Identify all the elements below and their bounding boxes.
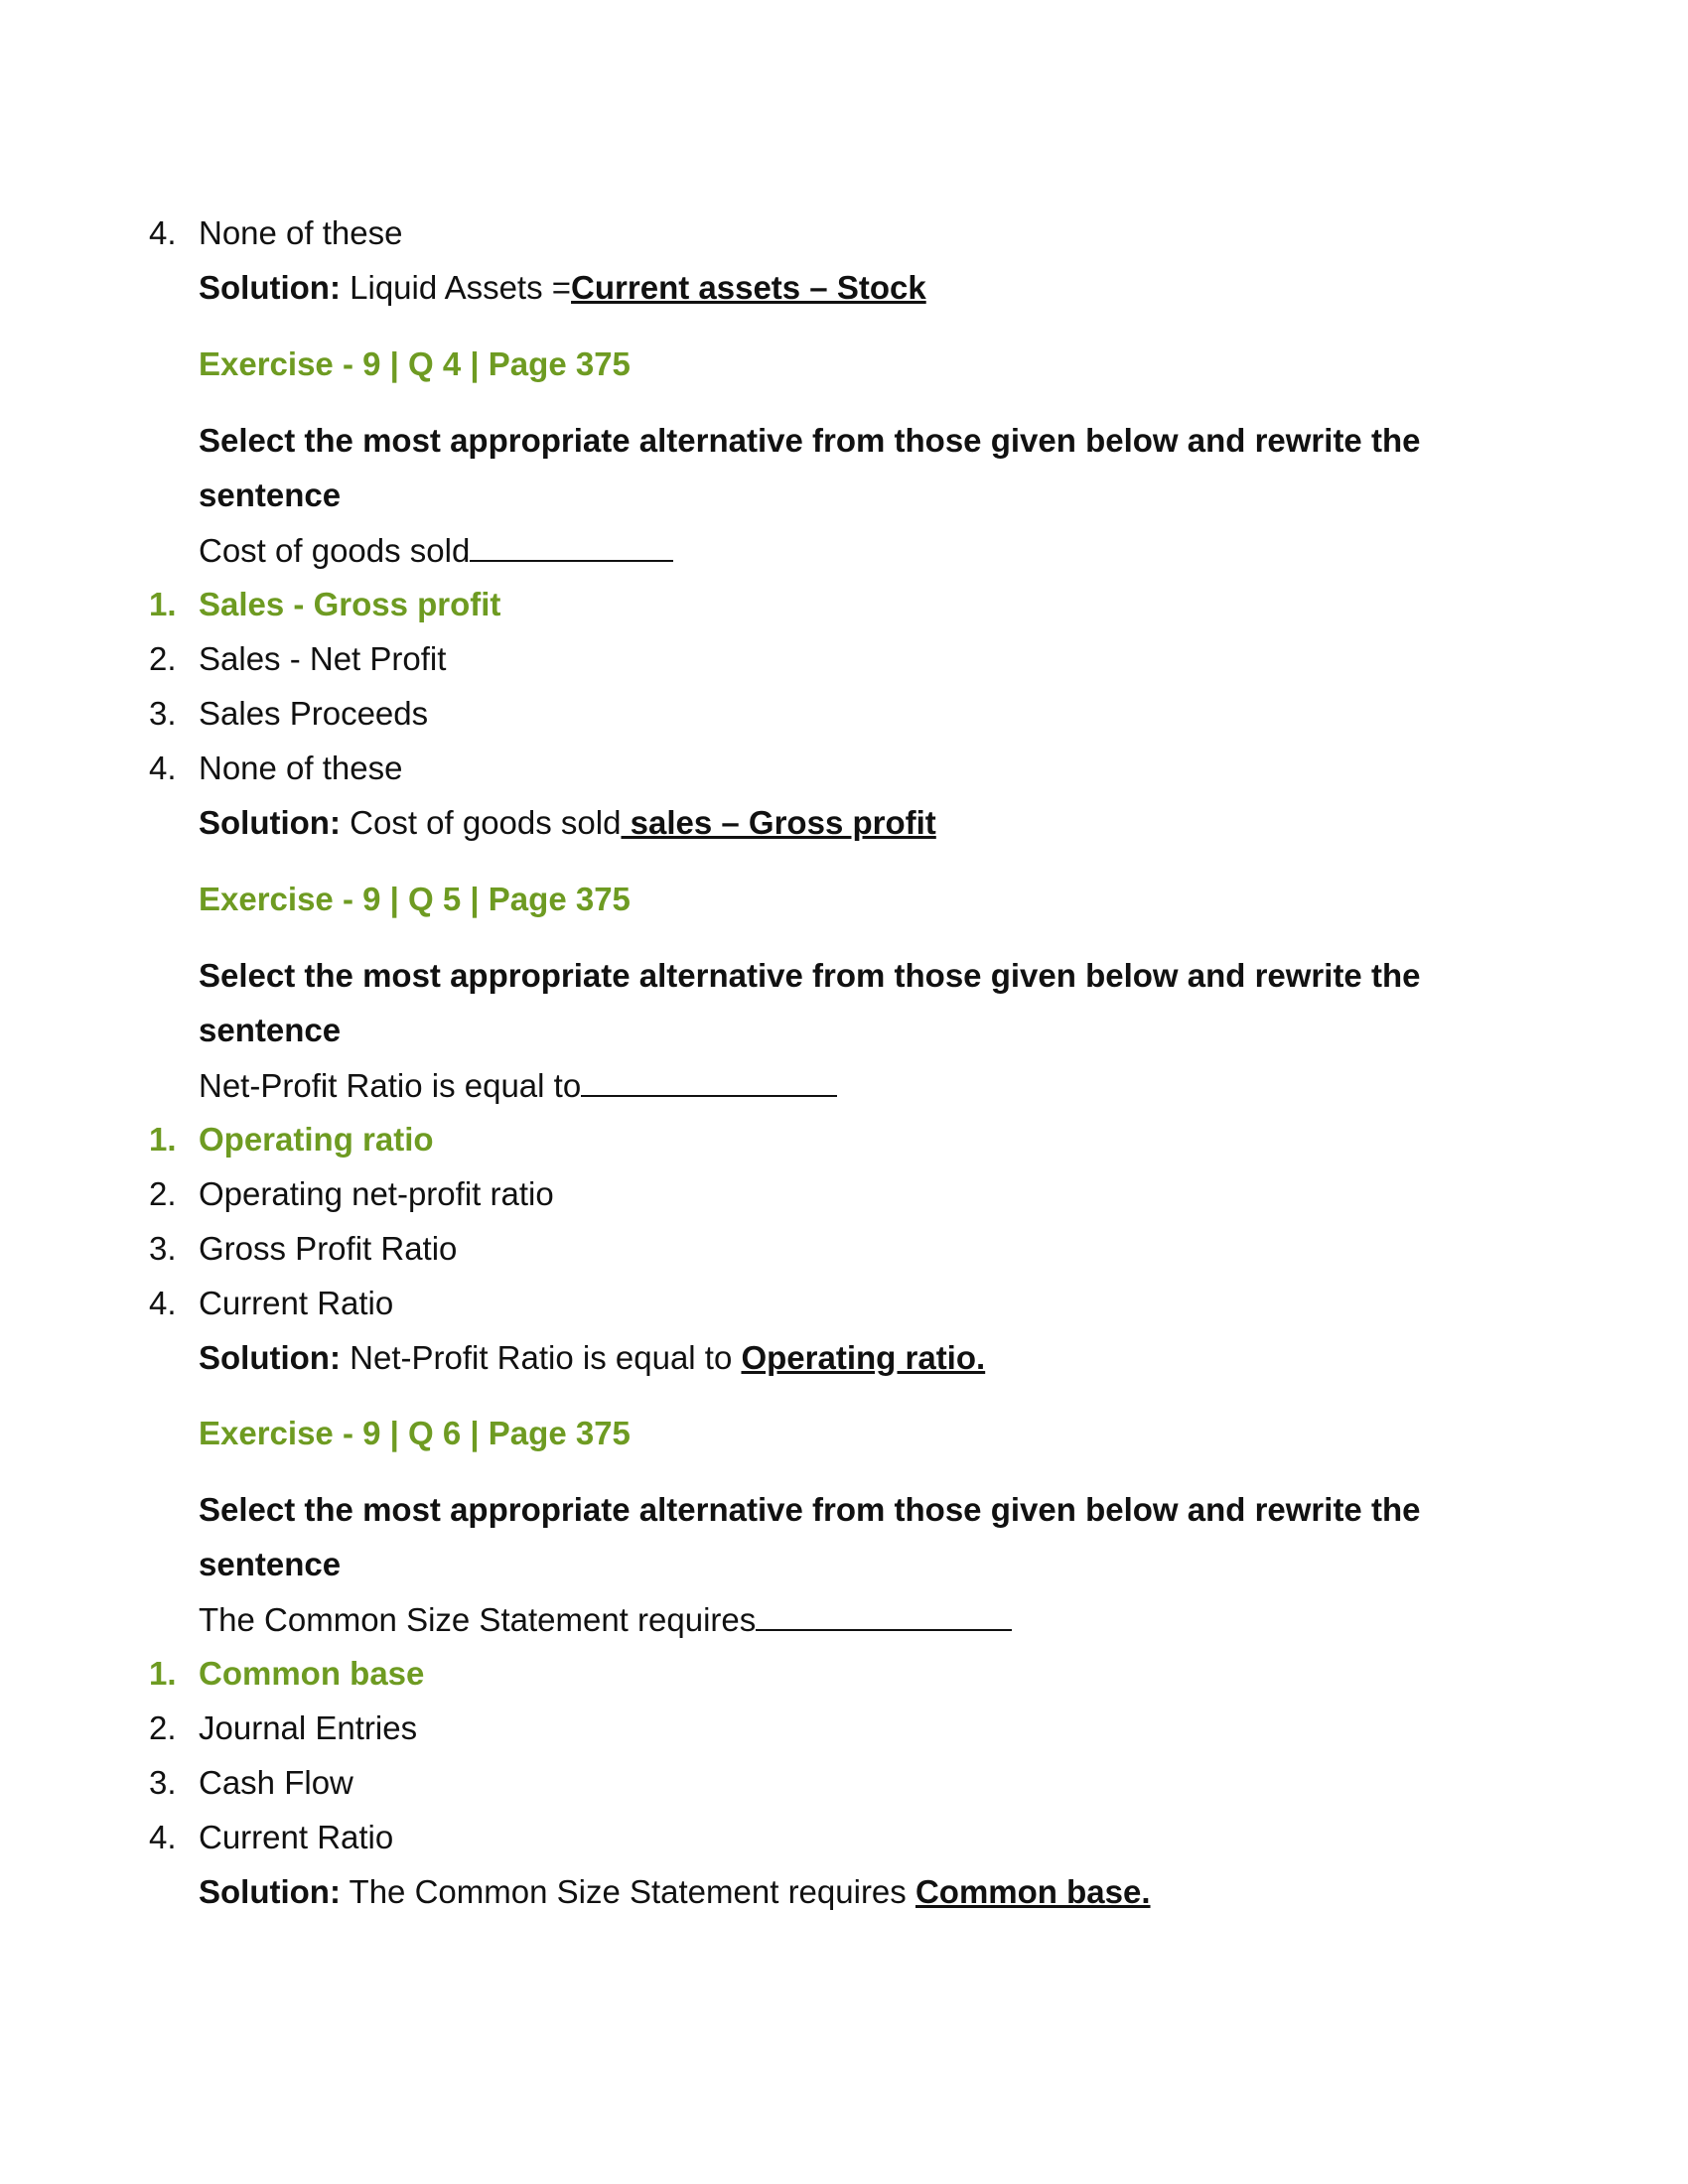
solution-label: Solution: [199, 1873, 341, 1910]
option-number: 1. [149, 586, 177, 622]
instruction-line: Select the most appropriate alternative from those given below and rewrite the [199, 422, 1421, 459]
instruction-line: sentence [199, 1546, 342, 1582]
question-text: Net-Profit Ratio is equal to [199, 1067, 582, 1104]
option-text: Cash Flow [199, 1764, 353, 1801]
option-text: Operating ratio [199, 1121, 434, 1158]
option-text: Sales - Net Profit [199, 640, 447, 677]
option-number: 4. [149, 214, 177, 251]
option-text: Current Ratio [199, 1285, 394, 1321]
solution-text: Net-Profit Ratio is equal to [350, 1339, 742, 1376]
instruction-line: Select the most appropriate alternative from those given below and rewrite the [199, 1491, 1421, 1528]
option-number: 4. [149, 750, 177, 786]
option-number: 2. [149, 640, 177, 677]
question-line [199, 530, 673, 571]
option-number: 1. [149, 1655, 177, 1692]
solution-label: Solution: [199, 1339, 341, 1376]
option-text: Current Ratio [199, 1819, 394, 1855]
option-number: 3. [149, 695, 177, 732]
solution-line [199, 1338, 985, 1378]
exercise-heading: Exercise - 9 | Q 5 | Page 375 [199, 881, 631, 917]
instruction-line: sentence [199, 477, 342, 513]
answer-blank [581, 1065, 837, 1097]
option-text: None of these [199, 214, 403, 251]
option-text: Journal Entries [199, 1709, 418, 1746]
solution-label: Solution: [199, 804, 341, 841]
answer-blank [756, 1599, 1012, 1631]
option-number: 2. [149, 1709, 177, 1746]
option-text: Common base [199, 1655, 425, 1692]
instruction-line: sentence [199, 1012, 342, 1048]
exercise-heading: Exercise - 9 | Q 6 | Page 375 [199, 1415, 631, 1451]
option-number: 4. [149, 1819, 177, 1855]
option-number: 2. [149, 1175, 177, 1212]
option-text: Gross Profit Ratio [199, 1230, 458, 1267]
option-text: None of these [199, 750, 403, 786]
option-number: 1. [149, 1121, 177, 1158]
option-text: Operating net-profit ratio [199, 1175, 554, 1212]
solution-answer: Current assets – Stock [571, 269, 926, 306]
solution-answer: Operating ratio. [741, 1339, 986, 1376]
instruction-line: Select the most appropriate alternative from those given below and rewrite the [199, 957, 1421, 994]
solution-text: The Common Size Statement requires [349, 1873, 915, 1910]
exercise-heading: Exercise - 9 | Q 4 | Page 375 [199, 345, 631, 382]
solution-answer: Common base. [914, 1873, 1151, 1910]
solution-text: Cost of goods sold [350, 804, 622, 841]
solution-line [199, 1872, 1151, 1912]
question-text: Cost of goods sold [199, 532, 471, 569]
answer-blank [470, 530, 673, 562]
option-number: 4. [149, 1285, 177, 1321]
solution-answer: sales – Gross profit [621, 804, 936, 841]
solution-text: Liquid Assets = [350, 269, 572, 306]
option-text: Sales Proceeds [199, 695, 429, 732]
question-line [199, 1065, 837, 1106]
question-line [199, 1599, 1012, 1640]
solution-label: Solution: [199, 269, 341, 306]
question-text: The Common Size Statement requires [199, 1601, 757, 1638]
option-number: 3. [149, 1230, 177, 1267]
solution-line [199, 803, 936, 843]
option-text: Sales - Gross profit [199, 586, 501, 622]
option-number: 3. [149, 1764, 177, 1801]
solution-line [199, 268, 926, 308]
